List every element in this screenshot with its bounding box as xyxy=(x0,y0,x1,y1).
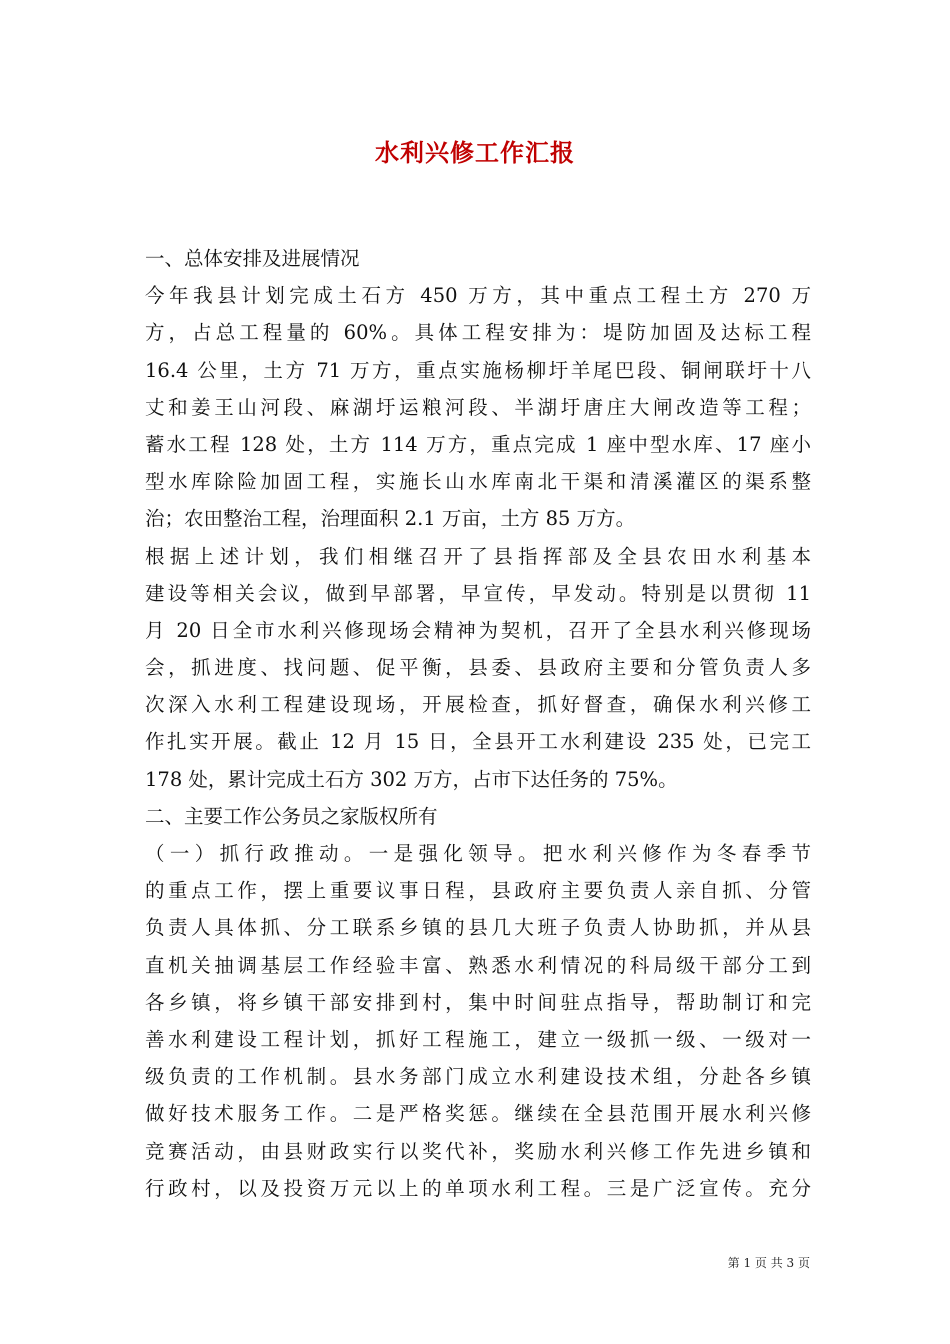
text-line: 根据上述计划，我们相继召开了县指挥部及全县农田水利基本 xyxy=(145,544,811,568)
page-footer: 第 1 页 共 3 页 xyxy=(727,1256,810,1270)
text-line: 直机关抽调基层工作经验丰富、熟悉水利情况的科局级干部分工到 xyxy=(145,953,811,977)
text-line: 丈和姜王山河段、麻湖圩运粮河段、半湖圩唐庄大闸改造等工程； xyxy=(145,395,811,419)
text-line: （一）抓行政推动。一是强化领导。把水利兴修作为冬春季节 xyxy=(145,842,811,865)
text-line: 做好技术服务工作。二是严格奖惩。继续在全县范围开展水利兴修 xyxy=(145,1102,811,1126)
text-line: 16.4 公里，土方 71 万方，重点实施杨柳圩羊尾巴段、铜闸联圩十八 xyxy=(145,358,811,382)
text-line: 作扎实开展。截止 12 月 15 日，全县开工水利建设 235 处，已完工 xyxy=(145,730,811,754)
text-line: 的重点工作，摆上重要议事日程，县政府主要负责人亲自抓、分管 xyxy=(145,879,811,903)
text-line: 月 20 日全市水利兴修现场会精神为契机，召开了全县水利兴修现场 xyxy=(145,618,811,642)
text-line: 负责人具体抓、分工联系乡镇的县几大班子负责人协助抓，并从县 xyxy=(145,916,811,940)
text-line: 竞赛活动，由县财政实行以奖代补，奖励水利兴修工作先进乡镇和 xyxy=(145,1139,811,1163)
text-line: 今年我县计划完成土石方 450 万方，其中重点工程土方 270 万 xyxy=(145,284,811,308)
text-line: 一、总体安排及进展情况 xyxy=(145,247,360,270)
text-line: 二、主要工作公务员之家版权所有 xyxy=(145,804,438,828)
text-line: 级负责的工作机制。县水务部门成立水利建设技术组，分赴各乡镇 xyxy=(145,1065,811,1089)
document-body xyxy=(145,240,811,1207)
text-line: 会，抓进度、找问题、促平衡，县委、县政府主要和分管负责人多 xyxy=(145,656,811,680)
text-line: 行政村，以及投资万元以上的单项水利工程。三是广泛宣传。充分 xyxy=(145,1176,811,1200)
text-line: 各乡镇，将乡镇干部安排到村，集中时间驻点指导，帮助制订和完 xyxy=(145,990,811,1014)
text-line: 178 处，累计完成土石方 302 万方，占市下达任务的 75%。 xyxy=(145,767,678,791)
text-line: 蓄水工程 128 处，土方 114 万方，重点完成 1 座中型水库、17 座小 xyxy=(145,432,811,456)
text-line: 型水库除险加固工程，实施长山水库南北干渠和清溪灌区的渠系整 xyxy=(145,470,811,494)
document-title: 水利兴修工作汇报 xyxy=(375,138,575,167)
text-line: 方，占总工程量的 60%。具体工程安排为：堤防加固及达标工程 xyxy=(145,321,811,345)
text-line: 治；农田整治工程，治理面积 2.1 万亩，土方 85 万方。 xyxy=(145,507,636,531)
text-line: 次深入水利工程建设现场，开展检查，抓好督查，确保水利兴修工 xyxy=(145,693,811,717)
text-line: 善水利建设工程计划，抓好工程施工，建立一级抓一级、一级对一 xyxy=(145,1027,811,1051)
text-line: 建设等相关会议，做到早部署，早宣传，早发动。特别是以贯彻 11 xyxy=(145,581,811,605)
